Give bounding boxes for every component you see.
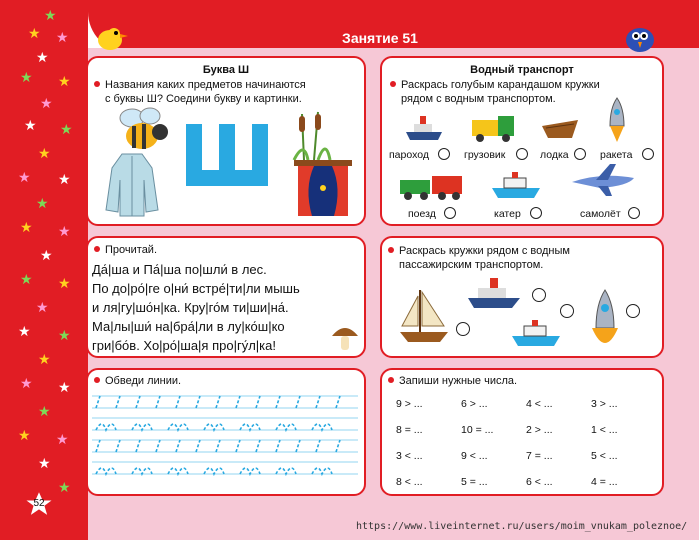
equation-cell: 3 < ... <box>396 450 423 462</box>
sailboat-icon <box>396 286 452 346</box>
label-steamship: пароход <box>389 149 429 161</box>
star-icon: ★ <box>60 121 73 137</box>
star-icon: ★ <box>44 7 57 23</box>
motorboat-icon <box>490 170 542 202</box>
fur-coat-icon <box>104 150 160 218</box>
tracing-instruction-text: Обведи линии. <box>105 375 182 387</box>
star-icon: ★ <box>58 327 71 343</box>
star-icon: ★ <box>18 323 31 339</box>
circle-sailboat[interactable] <box>456 322 470 336</box>
star-icon: ★ <box>56 431 69 447</box>
equation-cell: 6 > ... <box>461 398 488 410</box>
star-icon: ★ <box>20 69 33 85</box>
star-icon: ★ <box>56 29 69 45</box>
equation-cell: 1 < ... <box>591 424 618 436</box>
reading-instruction-text: Прочитай. <box>105 244 158 256</box>
train-icon <box>398 172 468 202</box>
label-motorboat: катер <box>494 208 521 220</box>
letter-panel-title: Буква Ш <box>202 64 250 76</box>
bullet-icon <box>94 246 100 252</box>
star-icon: ★ <box>18 169 31 185</box>
equation-cell: 4 < ... <box>526 398 553 410</box>
star-icon: ★ <box>18 427 31 443</box>
reading-line: гри|бо́в. Хо|ро́|ша|я про|гу́л|ка! <box>92 338 276 353</box>
equation-cell: 7 = ... <box>526 450 553 462</box>
circle-rocket[interactable] <box>626 304 640 318</box>
numbers-instruction <box>388 374 517 388</box>
star-icon: ★ <box>58 73 71 89</box>
reading-line: По до|ро́|ге о|ни́ встре́|ти|ли мышь <box>92 281 300 296</box>
steamship-icon <box>404 112 444 144</box>
star-icon: ★ <box>38 455 51 471</box>
star-icon: ★ <box>58 479 71 495</box>
circle-steamship[interactable] <box>438 148 450 160</box>
passenger-instruction-line1: Раскрась кружки рядом с водным <box>399 245 570 257</box>
water-panel-title: Водный транспорт <box>470 64 574 76</box>
star-icon: ★ <box>20 375 33 391</box>
numbers-instruction-text: Запиши нужные числа. <box>399 375 518 387</box>
circle-steamship[interactable] <box>532 288 546 302</box>
star-icon: ★ <box>36 195 49 211</box>
equation-cell: 5 < ... <box>591 450 618 462</box>
bullet-icon <box>388 377 394 383</box>
circle-motorboat[interactable] <box>560 304 574 318</box>
circle-airplane[interactable] <box>628 207 640 219</box>
watermark-url: https://www.liveinternet.ru/users/moim_vnukam_poleznoe/ <box>356 521 688 532</box>
star-icon: ★ <box>58 223 71 239</box>
water-instruction-line1: Раскрась голубым карандашом кружки <box>401 79 600 91</box>
star-icon: ★ <box>20 219 33 235</box>
airplane-icon <box>570 162 636 198</box>
circle-truck[interactable] <box>516 148 528 160</box>
bee-icon <box>110 106 176 154</box>
letter-sh-glyph <box>186 124 268 186</box>
equation-cell: 10 = ... <box>461 424 494 436</box>
star-icon: ★ <box>40 247 53 263</box>
equation-cell: 5 = ... <box>461 476 488 488</box>
label-train: поезд <box>408 208 436 220</box>
bird-icon <box>90 18 130 58</box>
water-instruction-line2: рядом с водным транспортом. <box>401 93 556 105</box>
equation-cell: 4 = ... <box>591 476 618 488</box>
bullet-icon <box>94 377 100 383</box>
letter-instruction-line2: с буквы Ш? Соедини букву и картинки. <box>105 93 302 105</box>
reading-line: Да́|ша и Па́|ша по|шли́ в лес. <box>92 262 267 277</box>
star-icon: ★ <box>40 95 53 111</box>
circle-rocket[interactable] <box>642 148 654 160</box>
circle-motorboat[interactable] <box>530 207 542 219</box>
rocket-icon <box>588 288 622 352</box>
equation-cell: 9 < ... <box>461 450 488 462</box>
passenger-instruction <box>388 244 570 272</box>
mushroom-icon <box>330 322 360 352</box>
boat-icon <box>540 114 580 142</box>
page-number: 52 <box>33 498 45 509</box>
bird-icon <box>620 20 660 58</box>
equation-cell: 8 = ... <box>396 424 423 436</box>
water-instruction <box>390 78 600 106</box>
label-boat: лодка <box>540 149 569 161</box>
tracing-instruction <box>94 374 181 388</box>
star-icon: ★ <box>58 275 71 291</box>
curtains-icon <box>294 158 352 218</box>
truck-icon <box>470 112 518 144</box>
circle-boat[interactable] <box>574 148 586 160</box>
star-icon: ★ <box>20 271 33 287</box>
star-icon: ★ <box>58 379 71 395</box>
reading-line: Ма|лы|ши́ на|бра́|ли в лу|ко́ш|ко <box>92 319 285 334</box>
star-icon: ★ <box>36 49 49 65</box>
reading-line: и ля|гу|шо́н|ка. Кру|го́м ти|ши|на́. <box>92 300 289 315</box>
letter-instruction <box>94 78 306 106</box>
lesson-title: Занятие 51 <box>342 30 418 46</box>
bullet-icon <box>94 81 100 87</box>
star-icon: ★ <box>36 299 49 315</box>
star-icon: ★ <box>24 117 37 133</box>
bullet-icon <box>388 247 394 253</box>
label-rocket: ракета <box>600 149 633 161</box>
equation-cell: 8 < ... <box>396 476 423 488</box>
star-icon: ★ <box>58 171 71 187</box>
rocket-icon <box>604 96 630 144</box>
reading-text <box>92 260 300 355</box>
steamship-icon <box>466 276 522 312</box>
reading-instruction <box>94 243 157 257</box>
label-airplane: самолёт <box>580 208 621 220</box>
label-truck: грузовик <box>464 149 506 161</box>
equation-cell: 6 < ... <box>526 476 553 488</box>
equation-cell: 2 > ... <box>526 424 553 436</box>
reeds-icon <box>292 104 332 160</box>
letter-instruction-line1: Названия каких предметов начинаются <box>105 79 306 91</box>
tracing-lines <box>92 390 358 490</box>
star-icon: ★ <box>38 403 51 419</box>
star-icon: ★ <box>28 25 41 41</box>
passenger-instruction-line2: пассажирским транспортом. <box>399 259 544 271</box>
motorboat-icon <box>510 318 562 350</box>
bullet-icon <box>390 81 396 87</box>
equation-cell: 9 > ... <box>396 398 423 410</box>
equation-cell: 3 > ... <box>591 398 618 410</box>
page-number-badge <box>24 490 54 516</box>
circle-train[interactable] <box>444 207 456 219</box>
star-icon: ★ <box>38 351 51 367</box>
star-icon: ★ <box>38 145 51 161</box>
